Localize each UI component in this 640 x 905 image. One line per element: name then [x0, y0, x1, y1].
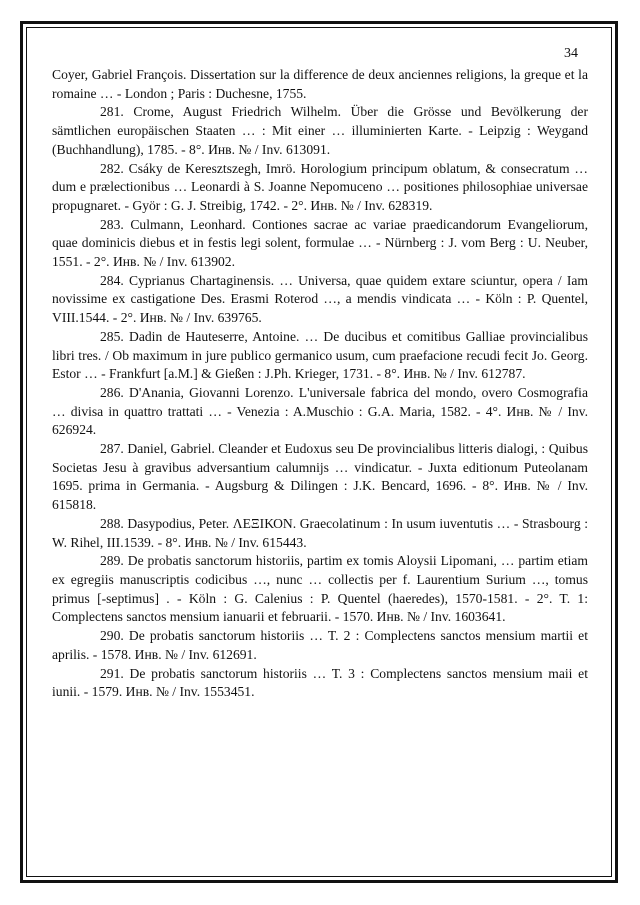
entry-text: Cyprianus Chartaginensis. … Universa, quae quidem extare sciuntur, opera / Iam novissime ex castigatione Des. Erasmi Roterod …, a mendis vindicata … - Köln : P. Quentel, VIII.1544. - 2°. Инв. № / Inv. 639765.: [52, 272, 588, 326]
catalog-entry: [52, 440, 588, 515]
entry-text: Crome, August Friedrich Wilhelm. Über die Grösse und Bevölkerung der sämtlichen europäischen Staaten … : Mit einer … illuminierten Karte. - Leipzig : Weygand (Buchhandlung), 1785. - 8°. Инв. № / Inv. 613091.: [52, 104, 588, 157]
entry-number: 281.: [100, 104, 124, 120]
catalog-entry: [52, 384, 588, 440]
entry-number: 285.: [100, 328, 124, 344]
entry-text: Dasypodius, Peter. ΛΕΞΙΚΟΝ. Graecolatinum : In usum iuventutis … - Strasbourg : W. Rihel, III.1539. - 8°. Инв. № / Inv. 615443.: [52, 515, 588, 550]
entry-number: 291.: [100, 665, 124, 681]
entry-number: 289.: [100, 553, 124, 569]
entry-number: 288.: [100, 515, 124, 531]
catalog-entry: [52, 627, 588, 664]
catalog-entry: [52, 216, 588, 272]
catalog-entry: [52, 328, 588, 384]
entry-number: 290.: [100, 628, 124, 644]
entry-number: 284.: [100, 272, 124, 288]
entry-text: De probatis sanctorum historiis … T. 2 : Complectens sanctos mensium martii et aprilis. - 1578. Инв. № / Inv. 612691.: [52, 628, 588, 662]
entry-text: De probatis sanctorum historiis, partim ex tomis Aloysii Lipomani, … partim etiam ex egregiis manuscriptis codicibus …, nunc … collectis per f. Laurentium Surium …, tomus primus [-septimus] . - Köln : G. Calenius : P. Quentel (haeredes), 1570-1581. - 2°. T. 1: Complectens sanctos mensium ianuarii et februarii. - 1570. Инв. № / Inv. 1603641.: [52, 553, 588, 625]
entry-text: Culmann, Leonhard. Contiones sacrae ac variae praedicandorum Evangeliorum, quae dominicis diebus et in festis legi solent, formulae … - Nürnberg : J. vom Berg : U. Neuber, 1551. - 2°. Инв. № / Inv. 613902.: [52, 216, 589, 270]
catalog-entry: [52, 103, 588, 159]
page-number: 34: [564, 46, 578, 61]
entry-number: 286.: [100, 384, 124, 400]
entry-text: De probatis sanctorum historiis … T. 3 : Complectens sanctos mensium maii et iunii. - 1579. Инв. № / Inv. 1553451.: [52, 665, 588, 700]
entry-text: Csáky de Keresztszegh, Imrö. Horologium principum oblatum, & consecratum … dum e prælectionibus … Leonardi à S. Joanne Nepomuceno … positiones philosophiae universae propugnaret. - Györ : G. J. Streibig, 1742. - 2°. Инв. № / Inv. 628319.: [52, 160, 588, 213]
catalog-entry: [52, 665, 588, 702]
entry-number: 282.: [100, 160, 124, 176]
entry-text: Daniel, Gabriel. Cleander et Eudoxus seu De provincialibus litteris dialogi, : Quibus Societas Jesu à gravibus adversantium calumnijs … vindicatur. - Juxta editionum Puteolanam 1695. prima in Germania. - Augsburg & Dilingen : J.K. Bencard, 1696. - 8°. Инв. № / Inv. 615818.: [52, 441, 588, 513]
entry-text: D'Anania, Giovanni Lorenzo. L'universale fabrica del mondo, overo Cosmografia … divisa in quattro trattati … - Venezia : A.Muschio : G.A. Maria, 1582. - 4°. Инв. № / Inv. 626924.: [52, 384, 588, 438]
catalog-entry: [52, 160, 588, 216]
catalog-entry: [52, 552, 588, 627]
entry-number: 283.: [100, 216, 124, 232]
catalog-entry: [52, 515, 588, 552]
entry-text: Dadin de Hauteserre, Antoine. … De ducibus et comitibus Galliae provincialibus libri tres. / Ob maximum in jure publico germanico usum, cum praefacione recudi fecit Jo. Georg. Estor … - Frankfurt [a.M.] & Gießen : J.Ph. Krieger, 1731. - 8°. Инв. № / Inv. 612787.: [52, 328, 588, 382]
entry-text: Coyer, Gabriel François. Dissertation sur la difference de deux anciennes religions, la greque et la romaine … - London ; Paris : Duchesne, 1755.: [52, 67, 588, 101]
catalog-entry: [52, 272, 588, 328]
catalog-entries: [52, 66, 588, 702]
entry-number: 287.: [100, 441, 124, 457]
catalog-entry: [52, 66, 588, 103]
